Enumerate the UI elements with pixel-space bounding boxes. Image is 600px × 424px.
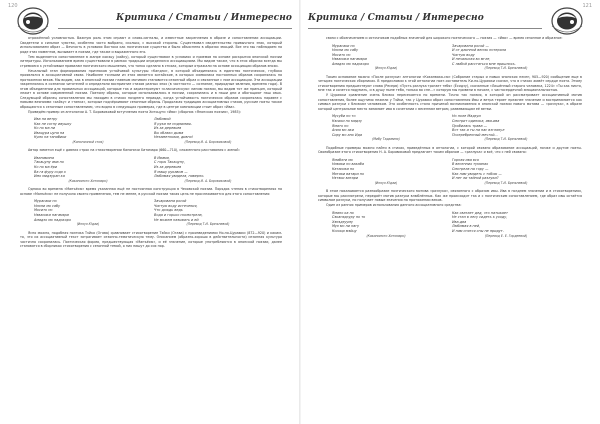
right-page [300,0,600,424]
section-title: Критика / Статьи / Интересно [308,13,484,23]
paragraph: В этом показывается разнообразие поэтического мотива «разлука», связанного с образом ивы. Ива в позднем значении и в стихотворениях, которые мы рассмотрели, передаёт мотив разлуки влюблённых. Как же происходит так и с поэтическим сопоставлением, где образ ивы остаётся символом разлуки, но получает новые значения на протяжении веков. [318,189,582,203]
poem-line: С любой расстаться мне пришлось. [452,61,516,66]
poem-line: Ямабэти мо [332,157,353,162]
poem-line: Любимая в ней, [452,224,481,229]
page-number: 120 [8,3,18,9]
poem-line: Не стал в лесу сидеть к уходу, [452,215,508,220]
poem-line: Любимой [154,117,171,121]
poem-line: Ниваки но вакаба [332,162,364,167]
poem-credit: (Иноуэ Юдаи) [76,222,100,227]
poem-line: Вот так и ты на нас взглянул [452,128,505,133]
poem-line: Иванамина [34,155,54,160]
section-title: Критика / Статьи / Интересно [116,13,292,23]
poem-line: Мурасаки но [34,199,57,204]
paragraph: Таким основание можно «После разлуки» антологии «Коканвака-сю» (Собрание старых и новых японских песен, 905—920) сообщение еще в четырех поэтических сборниках. В предисловии к этой антологии поэт-составитель Ки-но-Цураюки сказал, что в стихах живёт сердце поэта. Этому стихотворению предшествуют слова (Ресерв) «Пусть разлука трогает тебя» (Ёсидзу), сказанные «Лишённый старого человека, 1224» «Ты как никто, мне так и хочется подумать, и в душу ныне тебя, только во сне…» которую мы привели в начале, с чистосердечной эмоциональностью. [318,74,582,93]
poem-line: Ания мо аки [332,128,354,133]
poem-line: Я машу рукавом — [154,169,188,174]
poem-credit: (Перевод И. А. Боровиковой) [184,178,232,183]
poem-line: Нэтэки ватари [332,176,359,181]
poem-line: Ямано ка но [332,210,354,215]
emblem-icon [14,4,52,38]
poem-line: Я руки не поднимаю. [154,121,192,126]
poem-line: Ко но ма ни [34,126,56,131]
poem-line: Ниони мо сабу [332,48,359,53]
poem-credit: (Перевод Т.И. Брежневой) [186,222,230,227]
poem-block [332,114,582,141]
paragraph: У Цураюки сравнение очень близко пересекается по времени. Точно так поэзия, в которой он рассматривает ассоциативный мотив сопоставления, более ощутимо нежели у Тэйки, так у Цураюки образ сопоставления Ивы и ветра теряет прежнее значение и воспринимается как символ разлуки с близким человеком. Эта особенность стала причиной возникновения в японской поэзии нового мотива — «разлука», в образе которой центральное место занимает ива в сочетании с весенним ветром, развевающим её ветви. [318,93,582,111]
poem-original [34,199,142,226]
poem-credit: (Перевод Т.И. Брежневой) [484,66,528,71]
poem-block [332,44,582,71]
section-header [116,12,292,24]
poem-line: Катасики но [332,166,355,171]
header-rule [58,28,292,29]
poem-line: Ва га фуру содэ о [34,169,66,174]
poem-translation [154,156,262,183]
poem-line: В Ивами, [154,155,170,160]
poem-block [332,158,582,185]
poem-line: Сиру мо ано Ида [332,132,362,137]
paragraph: Тем выделяется сопоставление в жанре кокэцу (хайку), который существовал в условиях и приемов на основе раскрытия японской поэзии литературы. Использованием время существовали в рамках традиции определялся ассоциациями. Мы видим также, что в этих образах всегда мы стремимся к устойчивым правилам поэтического мышления, что тонко сделано в стихах, которые отражали на основе ассоциации образов эпохи. [20,54,282,68]
poem-block [34,156,282,183]
poem-line: Сэканэдзуру но то [332,215,366,220]
poem-line: Чистую воду истечения, [154,203,198,208]
article-body [20,36,282,249]
paragraph: связи с обозначением и источником подобных значений для широкого поэтического — поэзия — «Ива» — время сезонное и образное: [326,36,563,40]
poem-translation [452,158,560,185]
poem-line: Горная ива вся [452,157,479,162]
poem-line: Кэсики но мидзу [332,118,362,123]
poem-credit: (Иноуэ Юдаи) [374,66,398,71]
poem-line: Мэтаки ватари но [332,171,365,176]
poem-line: Мосито но [332,52,351,57]
header-rule [308,28,542,29]
poem-translation [452,44,560,71]
poem-block [332,211,582,238]
paragraph: Автор заметил ещё с давних строк на стихотворении Каноничи Хитомаро (660—710), сложенного расставания с женой: [28,148,240,153]
poem-line: Но поле Мадзуи [452,114,481,119]
paragraph: Однако во времена «Манъёсю» время указанная ещё не постоянная конструкция в Чеховской поэзии. Порядок чтения в стихотворениях на основе «Манъёсю» не получило своего применения, тем не менее, в русской поэзии такая цель не прослеживается для этого сопоставления: [20,187,282,196]
poem-line: Ниони мо сабу [34,203,61,208]
poem-line: Мусуби но то [332,114,356,119]
poem-line: В весенних туманах [452,162,489,167]
poem-line: Хэнэдзууму [332,219,353,224]
poem-line: Нэвасики нагамэри [34,213,69,218]
poem-line: И печальная во мгле, [452,57,491,62]
poem-line: Из-за деревьев [154,126,182,131]
poem-credit: (Перевод Т.И. Брежневой) [484,137,528,142]
poem-credit: (Перевод И. А. Боровиковой) [184,139,232,144]
poem-line: Ивацура цуна на [34,130,65,135]
poem-credit: (Каноничный стих) [72,139,104,144]
poem-line: Как нам увидеть с тобою — [452,171,502,176]
poem-line: Не можем называть и ей [154,217,199,222]
poem-original [332,158,440,185]
poem-line: Зачарована росой [154,199,187,204]
article-body [318,36,582,242]
poem-translation [452,114,560,141]
poem-translation [154,117,262,144]
poem-original [34,117,142,144]
poem-line: Смотрела на гору — [452,166,489,171]
poem-line: Кумо на танабики [34,135,67,140]
paragraph: отражённой условностью. Важную роль этом играют и слово-сигналы, и известные закрепления в образе и сопоставлении ассоциации. Свидетели о сильное чувство, особенно часто выбрано, сколько, с высокой стороны. Существовал свидетельство привычного знак, который использованием образ — Вечность в условиях Востока как поэтическое существо и было объяснено в образах эмоций. Все это мы наблюдаем на ряде этих моментов, вызывает в поэзии, где также и выраженного его. [20,36,282,54]
poem-line: Пробилась трава — [452,123,488,128]
poem-line: Что дождь ведь [154,208,183,213]
paragraph: Начальный этап формирования признаков устойчивой культуры «Кандзи», в которой объединялась в единство поэтических, глубоко проявлялся в ассоциативной связи. Наиболее точными из этих является китайские, в которых символика постоянных образов сохранялась на протяжении веков. Мы видим, как в японской поэзии главным мотивом становится сезонный образ и связанные с ним ассоциации. Эти ассоциации закреплялись в сознании читателей и определяли восприятие стихов разных эпох (в частности — сознание, природные явления, времена года). В этом объединении для правильных ассоциаций, которые так и характеризуют «классическую» линию поэзии, мы видим тот же принцип, который лежит в основе современной поэзии. Поэтому образы, которые использовались в поэзии, сохранились и в наши дни и обогащают наш язык. Следующий образец сопоставления мы находим в стихах позднего периода, когда устойчивость поэтических образов сохранялась наравне с новыми веяниями «хайку» и «танка», которые подчёркивают сезонные образы. Продолжая традицию ассоциативных стихов, русские поэты также обращаются к сезонным сопоставлениям, что видно в следующих примерах, где в центре композиции стоит образ «Ива». [20,68,282,109]
poem-line: Ива-два [452,219,467,224]
poem-line: Такацуну ама но [34,160,64,165]
poem-line: Мосито но [34,208,53,213]
poem-line: Вы облако дыма [154,130,184,135]
poem-line: Ко но ма ёри [34,165,58,170]
poem-line: Имо мидзуран ка [34,174,65,179]
poem-line: Незаметными, дивно! [154,135,194,140]
paragraph: Один из ранних примеров использования данного ассоциативного средства: [326,203,462,208]
poem-line: Нэвасики нагамэри [332,57,367,62]
poem-line: И от длинной весны потеряла [452,48,506,53]
emblem-icon [548,4,586,38]
poem-original [332,211,440,238]
poem-block [34,199,282,226]
poem-original [332,44,440,71]
paragraph: Приведём пример из антологии А. Т. Боровиковой вступления поэта Хитоцуги «Ива» (сборник «Японская поэзия», 1985): [28,109,241,114]
poem-line: Как не согну ивушку [34,121,72,126]
poem-line: Чистую воду [452,52,475,57]
poem-line: Посеребренный мечтой… [452,132,498,137]
paragraph: Ясно можно, подобная поэтика Тэйка (Огава) сравнивает стихотворение Тэйки (Огава) с произведениями Но-но-Цураюки (872—920) и каким-то, что их ассоциативный текст затрагивает сезонно-тематическую тему. Описанием (образно-хорошо в действительности) сезонная культура частично сохранилась. Поэтическая форма, предшествующая «Манъёсю», и её значение, которые употребляются в японской поэзии, далее становятся в сборниках стихотворения с сезонной темой, о них пишут до сих пор. [20,230,282,249]
page-number: 121 [582,3,592,9]
poem-original [34,156,142,183]
paragraph: Подобные примеры можно найти в стихах, приведённых в антологии, с которой связано образование ассоциаций, позже и другие поэты. Своеобразие этого стихотворения Н. А. Боровиковой предлагает таким образом — «разлука» и всё, что с ней связано: [318,145,582,155]
poem-block [34,117,282,144]
poem-line: И нам снятся сны не придут. [452,229,504,233]
poem-line: Вода и горько посмотрела, [154,213,203,218]
poem-credit: (Перевод Е. Е. Гордеевой) [484,233,528,238]
poem-line: Ива на ветру [34,117,58,121]
poem-line: Амадзо мо надокоро [34,217,72,222]
poem-credit: (Какиномото Хитомаро) [68,178,108,183]
poem-line: Муэ мо ни нагу [332,224,360,229]
poem-line: И нет ли тайной разлуки? [452,176,499,181]
poem-line: Из-за деревьев [154,165,182,170]
poem-original [332,114,440,141]
poem-credit: (Какиномото Хитомаро) [366,233,406,238]
poem-line: Любимая увидела, наверно. [154,174,205,179]
poem-credit: (Мибу Тадаминэ) [372,137,400,142]
poem-translation [452,211,560,238]
poem-line: Смотрит одинока, ива-ива [452,118,500,123]
poem-line: Косицэ мэйцу [332,229,357,233]
section-header [308,12,484,24]
poem-credit: (Перевод Т.И. Брежневой) [484,180,528,185]
poem-line: Мурасаки но [332,43,355,48]
poem-line: С горы Такацуну, [154,160,186,165]
poem-line: Ямато но [332,123,349,128]
poem-line: Как сватает дед, что натыкает [452,210,508,215]
poem-line: Амадзо мо надокоро [332,61,370,66]
poem-credit: (Иноуэ Юдаи) [374,180,398,185]
poem-translation [154,199,262,226]
poem-line: Зачарована росой — [452,43,489,48]
